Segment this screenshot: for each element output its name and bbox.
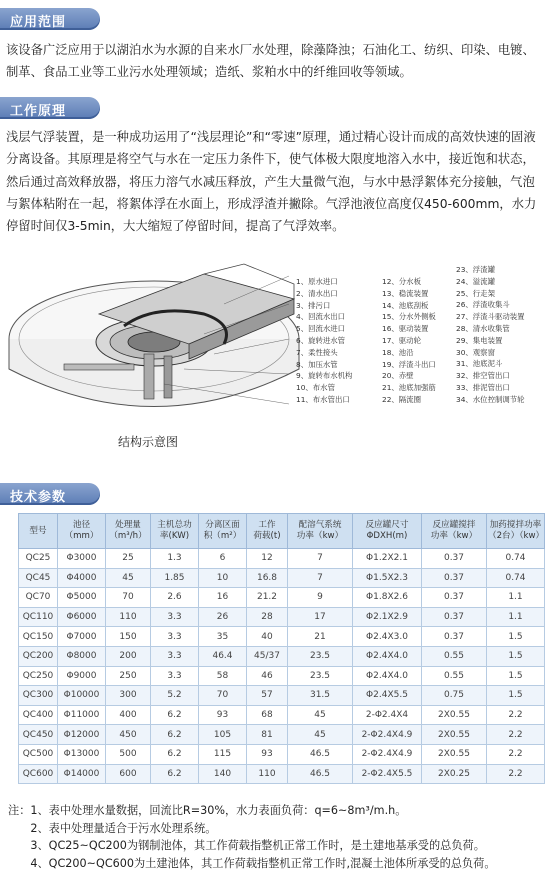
table-cell: Φ2.4X4.0 [353,646,422,666]
legend-column-1 [296,276,352,406]
table-cell: 12 [247,549,288,569]
legend-item: 5、回流水进口 [296,324,346,334]
table-cell: 250 [106,666,151,686]
table-cell: 2.2 [487,764,545,784]
table-header: 反应罐尺寸 ΦDXH(m) [353,514,422,549]
table-cell: 3.3 [151,646,199,666]
table-cell: Φ13000 [58,744,106,764]
legend-item: 20、赤壁 [382,371,414,381]
table-cell: Φ2.4X3.0 [353,627,422,647]
table-cell: 57 [247,686,288,706]
table-cell: Φ1.2X2.1 [353,549,422,569]
table-body [19,549,545,784]
legend-item: 25、行走架 [456,288,495,298]
table-cell: 46.5 [288,744,353,764]
legend-item: 16、驱动装置 [382,324,429,334]
table-header: 工作 荷载(t) [247,514,288,549]
table-cell: Φ2.4X5.5 [353,686,422,706]
table-cell: 0.55 [422,666,487,686]
table-header: 型号 [19,514,58,549]
table-cell: QC200 [19,646,58,666]
table-cell: 0.74 [487,568,545,588]
legend-item: 7、柔性接头 [296,347,338,357]
table-cell: 0.55 [422,646,487,666]
table-cell: 1.5 [487,686,545,706]
note-line: 注：1、表中处理水量数据，回流比R=30%，水力表面负荷：q=6~8m³/m.h。 [8,804,407,817]
table-cell: 1.3 [151,549,199,569]
table-cell: Φ10000 [58,686,106,706]
table-cell: 10 [199,568,247,588]
notes [8,802,496,872]
table-cell: 68 [247,705,288,725]
section-title: 技术参数 [10,490,67,505]
table-cell: 58 [199,666,247,686]
table-cell: 2X0.25 [422,764,487,784]
table-cell: QC150 [19,627,58,647]
table-cell: 45/37 [247,646,288,666]
table-cell: 2-Φ2.4X4.9 [353,725,422,745]
legend-item: 12、分水板 [382,277,421,286]
table-cell: Φ1.8X2.6 [353,588,422,608]
table-cell: 2.2 [487,725,545,745]
legend-item: 23、浮渣罐 [456,265,495,274]
table-cell: 2-Φ2.4X4.9 [353,744,422,764]
table-cell: QC600 [19,764,58,784]
table-cell: 31.5 [288,686,353,706]
table-cell: Φ1.5X2.3 [353,568,422,588]
legend-item: 6、旋转进水管 [296,335,346,345]
table-cell: 0.37 [422,607,487,627]
flotation-structure-diagram [4,244,304,434]
table-cell: 9 [288,588,353,608]
table-cell: 1.1 [487,607,545,627]
table-cell: 400 [106,705,151,725]
table-cell: Φ2.4X4.0 [353,666,422,686]
table-cell: 6.2 [151,705,199,725]
table-row [19,646,545,666]
table-cell: 0.75 [422,686,487,706]
section-title: 应用范围 [10,15,67,30]
table-cell: QC450 [19,725,58,745]
table-row [19,568,545,588]
table-row [19,549,545,569]
table-cell: Φ6000 [58,607,106,627]
table-cell: 3.3 [151,627,199,647]
table-cell: 25 [106,549,151,569]
table-cell: 26 [199,607,247,627]
table-cell: QC25 [19,549,58,569]
table-cell: 6.2 [151,725,199,745]
table-row [19,666,545,686]
table-cell: 500 [106,744,151,764]
table-row [19,627,545,647]
legend-item: 29、集电装置 [456,335,503,345]
legend-item: 19、浮渣斗出口 [382,359,436,369]
legend-item: 9、旋转布水机构 [296,371,353,381]
note-line: 2、表中处理量适合于污水处理系统。 [8,821,217,835]
table-cell: 0.37 [422,568,487,588]
table-cell: 17 [288,607,353,627]
section-header-principle [0,97,100,119]
table-cell: Φ14000 [58,764,106,784]
table-cell: 5.2 [151,686,199,706]
table-cell: 23.5 [288,666,353,686]
legend-column-3 [456,264,525,406]
table-cell: 110 [247,764,288,784]
table-header: 池径 （mm） [58,514,106,549]
table-cell: 1.1 [487,588,545,608]
table-cell: Φ3000 [58,549,106,569]
table-cell: 21 [288,627,353,647]
table-row [19,744,545,764]
legend-item: 13、稳流装置 [382,288,429,298]
legend-item: 27、浮渣斗驱动装置 [456,312,525,322]
legend-item: 21、池底加强筋 [382,383,436,393]
table-cell: 300 [106,686,151,706]
section-header-application [0,8,100,30]
table-cell: 2X0.55 [422,705,487,725]
table-cell: Φ2.1X2.9 [353,607,422,627]
table-cell: 7 [288,568,353,588]
table-row [19,588,545,608]
table-header: 反应罐搅拌 功率（kw） [422,514,487,549]
table-cell: 2X0.55 [422,744,487,764]
table-cell: QC110 [19,607,58,627]
table-cell: 2-Φ2.4X4 [353,705,422,725]
table-cell: 6 [199,549,247,569]
legend-item: 11、布水管出口 [296,394,350,404]
diagram-caption: 结构示意图 [118,435,179,449]
table-cell: Φ9000 [58,666,106,686]
table-cell: 6.2 [151,764,199,784]
table-header: 配溶气系统 功率（kw） [288,514,353,549]
table-cell: QC45 [19,568,58,588]
table-row [19,725,545,745]
table-cell: 0.37 [422,549,487,569]
table-cell: 45 [106,568,151,588]
table-cell: 1.5 [487,666,545,686]
table-cell: 81 [247,725,288,745]
table-cell: 16 [199,588,247,608]
legend-item: 34、水位控制调节轮 [456,394,525,404]
legend-item: 10、布水管 [296,383,335,393]
legend-item: 22、隔流圈 [382,394,421,404]
legend-column-2 [382,276,436,406]
table-cell: 46.5 [288,764,353,784]
table-cell: 0.37 [422,588,487,608]
table-cell: 45 [288,705,353,725]
table-cell: 115 [199,744,247,764]
table-row [19,705,545,725]
legend-item: 24、溢流罐 [456,276,495,286]
table-cell: 2X0.55 [422,725,487,745]
legend-item: 1、原水进口 [296,277,338,286]
table-header: 加药搅拌功率 （2台）（kw） [487,514,545,549]
table-cell: 200 [106,646,151,666]
table-cell: 2-Φ2.4X5.5 [353,764,422,784]
note-line: 4、QC200~QC600为土建池体，其工作荷载指整机正常工作时,混凝土池体所承受的总负荷。 [8,856,496,870]
table-cell: 3.3 [151,607,199,627]
table-cell: 70 [199,686,247,706]
table-cell: 93 [199,705,247,725]
table-cell: 110 [106,607,151,627]
table-header: 主机总功 率(KW) [151,514,199,549]
legend-item: 15、分水外侧板 [382,312,436,322]
table-cell: Φ11000 [58,705,106,725]
table-cell: 0.74 [487,549,545,569]
application-text: 该设备广泛应用于以湖泊水为水源的自来水厂水处理，除藻降浊；石油化工、纺织、印染、电镀、制革、食品工业等工业污水处理领域；造纸、浆粕水中的纤维回收等领域。 [6,43,535,79]
spec-table [18,513,545,784]
legend-item: 2、清水出口 [296,288,338,298]
table-cell: 140 [199,764,247,784]
table-cell: QC250 [19,666,58,686]
table-cell: 7 [288,549,353,569]
table-cell: 600 [106,764,151,784]
note-line: 3、QC25~QC200为钢制池体，其工作荷载指整机正常工作时，是土建地基承受的总负荷。 [8,839,485,852]
table-cell: 16.8 [247,568,288,588]
table-cell: QC300 [19,686,58,706]
table-cell: Φ12000 [58,725,106,745]
legend-item: 17、驱动轮 [382,335,421,345]
table-cell: 2.6 [151,588,199,608]
table-cell: QC70 [19,588,58,608]
table-cell: Φ4000 [58,568,106,588]
table-cell: 2.2 [487,705,545,725]
table-cell: 1.5 [487,646,545,666]
table-cell: 21.2 [247,588,288,608]
table-cell: 40 [247,627,288,647]
legend-item: 14、池底刮板 [382,300,429,310]
table-cell: 1.5 [487,627,545,647]
legend-item: 18、池沿 [382,347,414,357]
table-cell: 2.2 [487,744,545,764]
table-cell: 1.85 [151,568,199,588]
table-cell: QC400 [19,705,58,725]
table-cell: 6.2 [151,744,199,764]
table-cell: 46.4 [199,646,247,666]
legend-item: 30、观察窗 [456,347,495,357]
legend-item: 26、浮渣收集斗 [456,300,510,310]
legend-item: 31、池底泥斗 [456,359,503,369]
table-cell: 0.37 [422,627,487,647]
table-cell: QC500 [19,744,58,764]
table-cell: Φ8000 [58,646,106,666]
table-cell: 450 [106,725,151,745]
section-header-specs [0,483,100,505]
table-header: 处理量 （m³/h） [106,514,151,549]
legend-item: 33、排泥管出口 [456,382,510,392]
table-row [19,607,545,627]
table-header-row [19,514,545,549]
legend-item: 28、清水收集管 [456,323,510,333]
table-cell: 93 [247,744,288,764]
table-row [19,686,545,706]
table-cell: 150 [106,627,151,647]
table-cell: 70 [106,588,151,608]
legend-item: 4、回流水出口 [296,312,346,322]
table-cell: Φ5000 [58,588,106,608]
section-title: 工作原理 [10,104,67,119]
legend-item: 8、加压水管 [296,359,338,369]
table-cell: 46 [247,666,288,686]
table-cell: 35 [199,627,247,647]
table-cell: 28 [247,607,288,627]
table-row [19,764,545,784]
table-cell: 23.5 [288,646,353,666]
table-header: 分离区面 积（m²） [199,514,247,549]
table-cell: 105 [199,725,247,745]
principle-text: 浅层气浮装置，是一种成功运用了“浅层理论”和“零速”原理，通过精心设计而成的高效快速的固液分离设备。其原理是将空气与水在一定压力条件下，使气体极大限度地溶入水中，接近饱和状态，然后通过高效释放器，将压力溶气水减压释放，产生大量微气泡，与水中悬浮絮体充分接触，气泡与絮体粘附在一起，将絮体浮在水面上，形成浮渣并撇除。气浮池液位高度仅450-600mm，水力停留时间仅3-5min，大大缩短了停留时间，提高了气浮效率。 [6,130,537,234]
table-cell: 3.3 [151,666,199,686]
legend-item: 3、排污口 [296,300,331,310]
table-cell: Φ7000 [58,627,106,647]
legend-item: 32、排空管出口 [456,371,510,381]
table-cell: 45 [288,725,353,745]
